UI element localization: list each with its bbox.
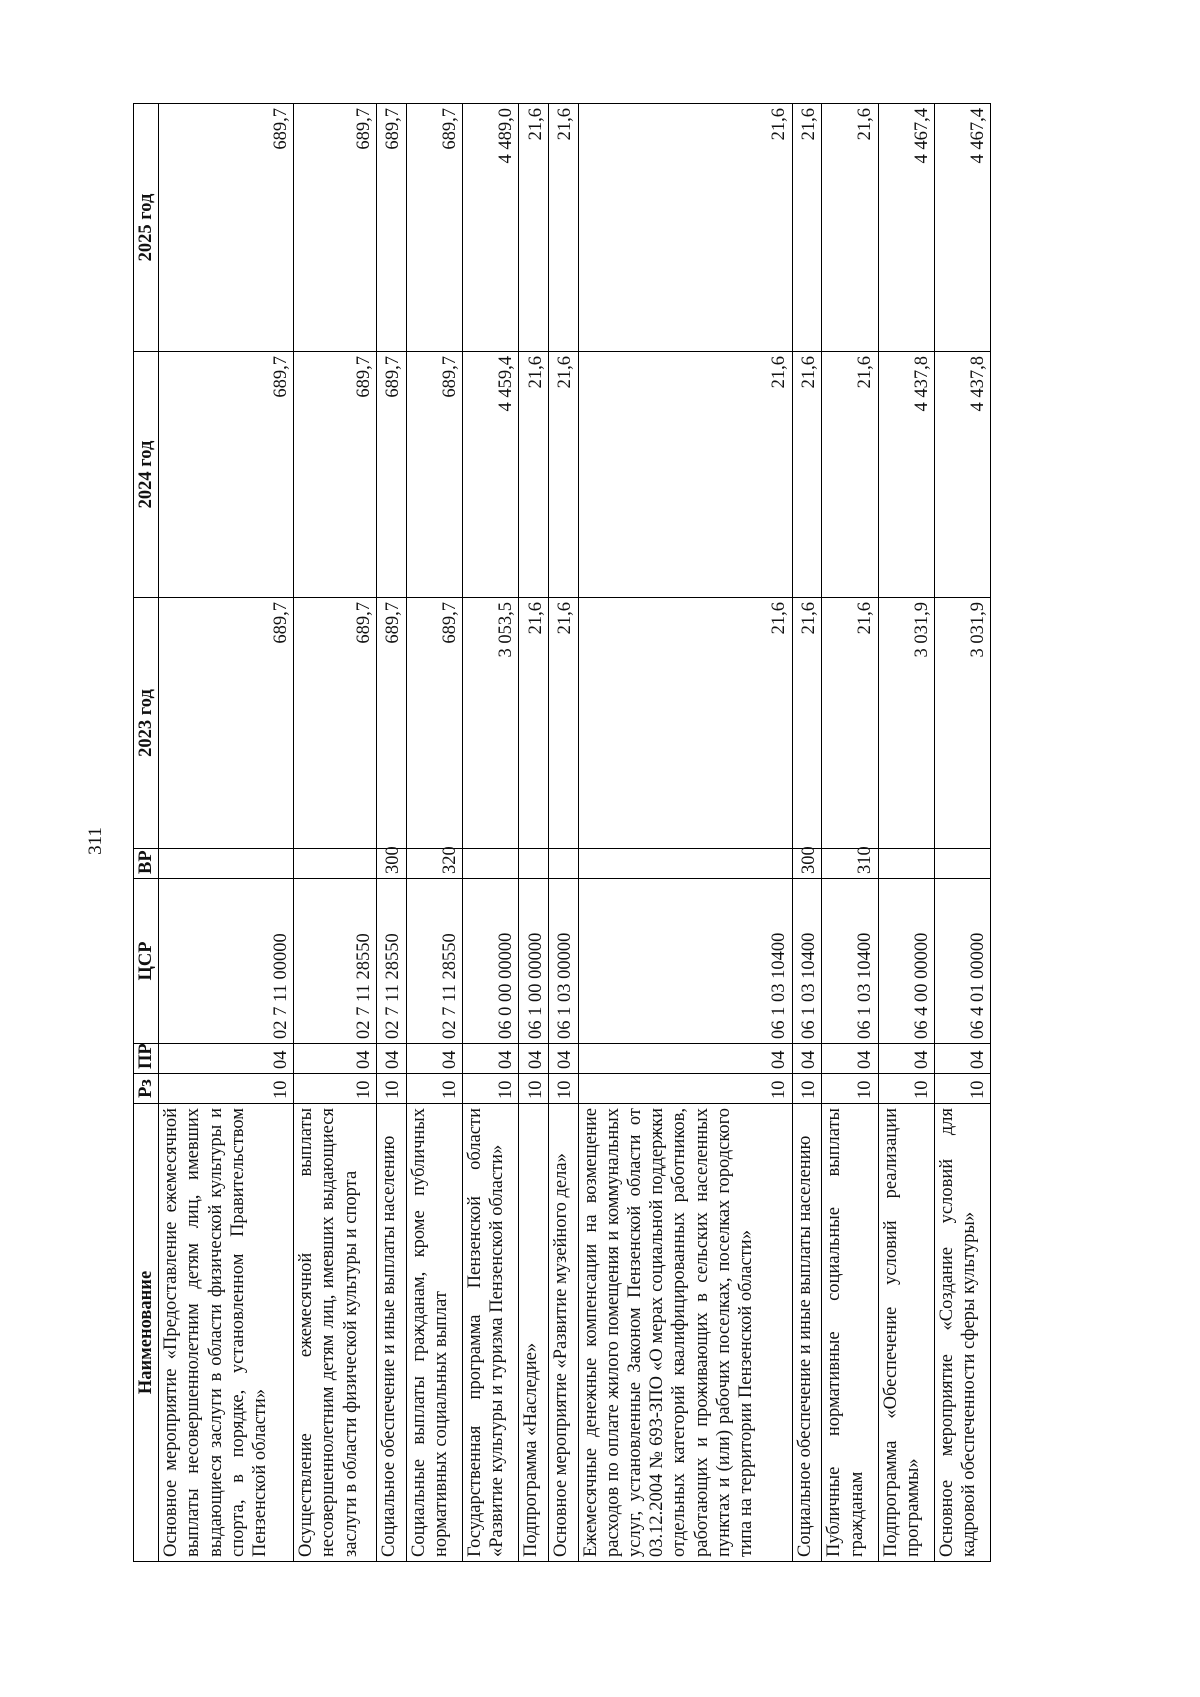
header-csr: ЦСР	[134, 879, 159, 1044]
row-2023-cell: 3 031,9	[878, 598, 934, 849]
row-rz-cell: 10	[159, 1074, 294, 1104]
row-pr-cell: 04	[294, 1044, 376, 1074]
row-2024-cell: 21,6	[822, 352, 878, 598]
header-2025: 2025 год	[134, 104, 159, 352]
row-2023-cell: 3 053,5	[462, 598, 518, 849]
row-rz-cell: 10	[518, 1074, 548, 1104]
row-2024-cell: 4 459,4	[462, 352, 518, 598]
row-pr-cell: 04	[518, 1044, 548, 1074]
row-csr-cell: 06 1 00 00000	[518, 879, 548, 1044]
table-row	[159, 104, 294, 1562]
row-2024-cell: 689,7	[294, 352, 376, 598]
row-vr-cell: 300	[376, 849, 406, 879]
row-csr-cell: 06 4 00 00000	[878, 879, 934, 1044]
row-rz-cell: 10	[822, 1074, 878, 1104]
row-csr-cell: 06 1 03 00000	[548, 879, 578, 1044]
row-2023-cell: 21,6	[792, 598, 822, 849]
row-rz-cell: 10	[462, 1074, 518, 1104]
row-2025-cell: 689,7	[376, 104, 406, 352]
row-2025-cell: 21,6	[822, 104, 878, 352]
row-2024-cell: 4 437,8	[878, 352, 934, 598]
row-csr-cell: 06 1 03 10400	[792, 879, 822, 1044]
row-name-cell: Социальное обеспечение и иные выплаты населению	[792, 1104, 822, 1562]
row-2025-cell: 689,7	[406, 104, 462, 352]
row-2024-cell: 21,6	[578, 352, 792, 598]
row-2023-cell: 689,7	[376, 598, 406, 849]
row-name-cell: Государственная программа Пензенской области «Развитие культуры и туризма Пензенской области»	[462, 1104, 518, 1562]
row-2024-cell: 21,6	[792, 352, 822, 598]
row-pr-cell: 04	[578, 1044, 792, 1074]
table-row	[462, 104, 518, 1562]
row-pr-cell: 04	[934, 1044, 990, 1074]
row-csr-cell: 02 7 11 00000	[159, 879, 294, 1044]
row-name-cell: Подпрограмма «Наследие»	[518, 1104, 548, 1562]
row-2024-cell: 4 437,8	[934, 352, 990, 598]
row-name-cell: Социальные выплаты гражданам, кроме публичных нормативных социальных выплат	[406, 1104, 462, 1562]
row-rz-cell: 10	[406, 1074, 462, 1104]
row-2023-cell: 21,6	[518, 598, 548, 849]
row-csr-cell: 02 7 11 28550	[294, 879, 376, 1044]
row-vr-cell: 300	[792, 849, 822, 879]
header-vr: ВР	[134, 849, 159, 879]
row-rz-cell: 10	[934, 1074, 990, 1104]
row-2024-cell: 689,7	[406, 352, 462, 598]
row-name-cell: Осуществление ежемесячной выплаты несовершеннолетним детям лиц, имевших выдающиеся заслуги в области физической культуры и спорта	[294, 1104, 376, 1562]
row-2025-cell: 21,6	[792, 104, 822, 352]
row-2023-cell: 3 031,9	[934, 598, 990, 849]
row-vr-cell	[518, 849, 548, 879]
row-name-cell: Ежемесячные денежные компенсации на возмещение расходов по оплате жилого помещения и коммунальных услуг, установленные Законом Пензенской области от 03.12.2004 № 693-ЗПО «О мерах социальной поддержки отдельных категорий квалифицированных работников, работающих и проживающих в сельских населенных пунктах и (или) рабочих поселках, поселках городского типа на территории Пензенской области»	[578, 1104, 792, 1562]
row-name-cell: Основное мероприятие «Предоставление ежемесячной выплаты несовершеннолетним детям лиц, имевших выдающиеся заслуги в области физической культуры и спорта, в порядке, установленном Правительством Пензенской области»	[159, 1104, 294, 1562]
row-2025-cell: 21,6	[578, 104, 792, 352]
row-2023-cell: 689,7	[159, 598, 294, 849]
row-2023-cell: 21,6	[822, 598, 878, 849]
row-csr-cell: 02 7 11 28550	[406, 879, 462, 1044]
budget-table	[133, 103, 991, 1562]
table-row	[294, 104, 376, 1562]
row-2024-cell: 689,7	[376, 352, 406, 598]
row-vr-cell: 310	[822, 849, 878, 879]
row-csr-cell: 06 1 03 10400	[822, 879, 878, 1044]
row-csr-cell: 02 7 11 28550	[376, 879, 406, 1044]
row-name-cell: Социальное обеспечение и иные выплаты населению	[376, 1104, 406, 1562]
row-pr-cell: 04	[822, 1044, 878, 1074]
row-2025-cell: 4 467,4	[878, 104, 934, 352]
row-2025-cell: 4 489,0	[462, 104, 518, 352]
row-rz-cell: 10	[792, 1074, 822, 1104]
row-vr-cell	[294, 849, 376, 879]
table-row	[792, 104, 822, 1562]
row-rz-cell: 10	[376, 1074, 406, 1104]
table-row	[934, 104, 990, 1562]
header-2024: 2024 год	[134, 352, 159, 598]
row-pr-cell: 04	[878, 1044, 934, 1074]
row-2024-cell: 21,6	[518, 352, 548, 598]
row-rz-cell: 10	[548, 1074, 578, 1104]
row-2023-cell: 21,6	[548, 598, 578, 849]
row-name-cell: Основное мероприятие «Развитие музейного дела»	[548, 1104, 578, 1562]
table-row	[406, 104, 462, 1562]
row-vr-cell	[548, 849, 578, 879]
row-2023-cell: 689,7	[406, 598, 462, 849]
row-csr-cell: 06 0 00 00000	[462, 879, 518, 1044]
row-vr-cell	[578, 849, 792, 879]
header-name: Наименование	[134, 1104, 159, 1562]
table-row	[376, 104, 406, 1562]
row-name-cell: Подпрограмма «Обеспечение условий реализации программы»	[878, 1104, 934, 1562]
page-number: 311	[85, 827, 106, 855]
rotated-table-container	[133, 104, 991, 1562]
row-csr-cell: 06 4 01 00000	[934, 879, 990, 1044]
row-2025-cell: 689,7	[159, 104, 294, 352]
row-pr-cell: 04	[548, 1044, 578, 1074]
header-pr: ПР	[134, 1044, 159, 1074]
row-pr-cell: 04	[406, 1044, 462, 1074]
row-rz-cell: 10	[294, 1074, 376, 1104]
table-row	[878, 104, 934, 1562]
table-row	[548, 104, 578, 1562]
row-vr-cell	[878, 849, 934, 879]
table-row	[822, 104, 878, 1562]
row-pr-cell: 04	[462, 1044, 518, 1074]
row-2024-cell: 21,6	[548, 352, 578, 598]
row-2023-cell: 21,6	[578, 598, 792, 849]
row-pr-cell: 04	[376, 1044, 406, 1074]
header-rz: Рз	[134, 1074, 159, 1104]
row-2025-cell: 4 467,4	[934, 104, 990, 352]
table-row	[518, 104, 548, 1562]
row-rz-cell: 10	[878, 1074, 934, 1104]
row-2023-cell: 689,7	[294, 598, 376, 849]
table-row	[578, 104, 792, 1562]
header-row	[134, 104, 159, 1562]
row-csr-cell: 06 1 03 10400	[578, 879, 792, 1044]
row-rz-cell: 10	[578, 1074, 792, 1104]
row-2025-cell: 689,7	[294, 104, 376, 352]
row-name-cell: Основное мероприятие «Создание условий для кадровой обеспеченности сферы культуры»	[934, 1104, 990, 1562]
row-vr-cell	[462, 849, 518, 879]
row-2024-cell: 689,7	[159, 352, 294, 598]
row-vr-cell	[934, 849, 990, 879]
row-vr-cell	[159, 849, 294, 879]
row-name-cell: Публичные нормативные социальные выплаты гражданам	[822, 1104, 878, 1562]
row-pr-cell: 04	[159, 1044, 294, 1074]
header-2023: 2023 год	[134, 598, 159, 849]
row-vr-cell: 320	[406, 849, 462, 879]
row-pr-cell: 04	[792, 1044, 822, 1074]
row-2025-cell: 21,6	[518, 104, 548, 352]
row-2025-cell: 21,6	[548, 104, 578, 352]
